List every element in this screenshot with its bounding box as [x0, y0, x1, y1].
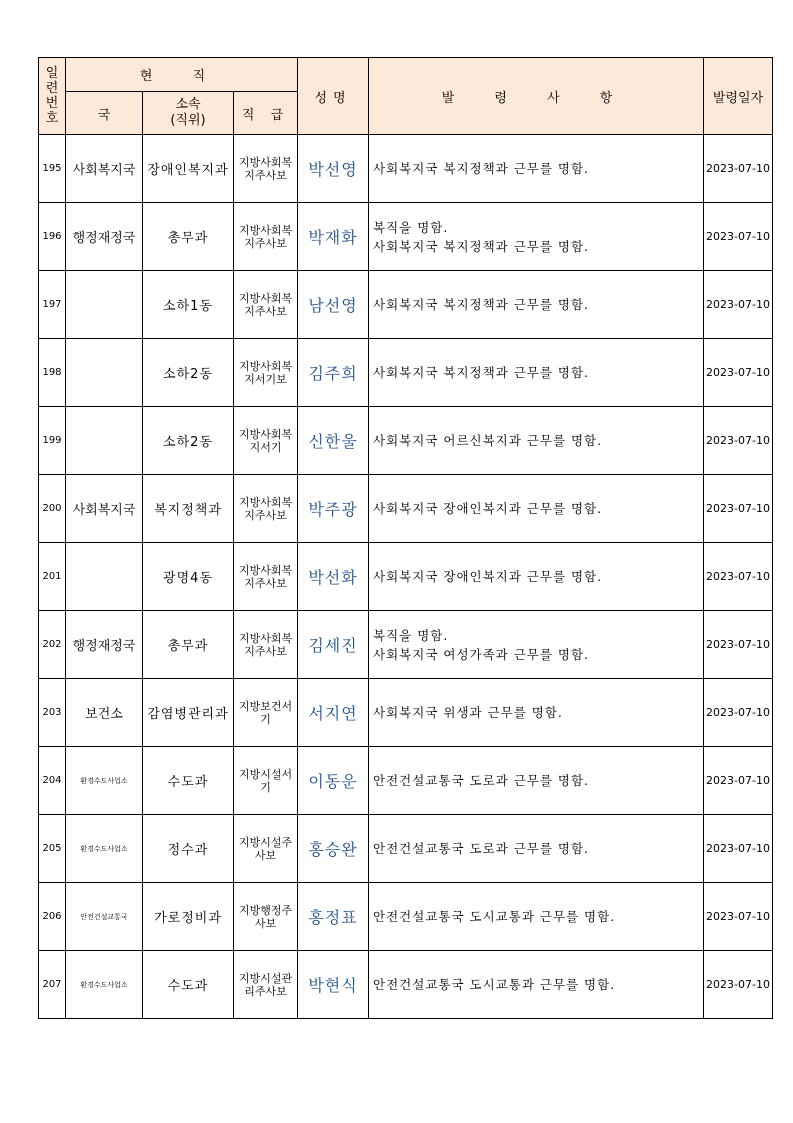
order-cell: [369, 747, 704, 815]
name-cell: 신한울: [298, 407, 369, 475]
serial-char: 련: [45, 81, 59, 96]
grade-line1: 지방사회복: [238, 223, 293, 237]
table-row: [39, 883, 773, 951]
order-line1: 사회복지국 어르신복지과 근무를 명함.: [373, 433, 603, 448]
grade-cell: [234, 271, 298, 339]
affiliation-cell: 총무과: [143, 611, 234, 679]
bureau-cell: 안전건설교통국: [66, 883, 143, 951]
name-cell: 홍승완: [298, 815, 369, 883]
bureau-cell: 행정재정국: [66, 611, 143, 679]
grade-cell: [234, 475, 298, 543]
serial-number-cell: 195: [39, 135, 66, 203]
bureau-cell: 사회복지국: [66, 475, 143, 543]
affiliation-header: [143, 92, 234, 135]
order-line2: 사회복지국 여성가족과 근무를 명함.: [373, 646, 590, 662]
table-row: [39, 203, 773, 271]
grade-line2: 기: [260, 780, 271, 794]
grade-line1: 지방사회복: [238, 359, 293, 373]
affiliation-cell: 광명4동: [143, 543, 234, 611]
grade-line1: 지방시설서: [238, 767, 293, 781]
order-line1: 안전건설교통국 도시교통과 근무를 명함.: [373, 977, 616, 992]
grade-cell: [234, 611, 298, 679]
order-header: 발 령 사 항: [369, 58, 704, 135]
grade-line1: 지방사회복: [238, 563, 293, 577]
grade-cell: [234, 203, 298, 271]
grade-line2: 지서기보: [244, 372, 287, 386]
name-cell: 박재화: [298, 203, 369, 271]
table-row: [39, 407, 773, 475]
affiliation-cell: 총무과: [143, 203, 234, 271]
bureau-cell: 보건소: [66, 679, 143, 747]
order-cell: [369, 543, 704, 611]
grade-cell: [234, 339, 298, 407]
table-body: [39, 135, 773, 1019]
table-row: [39, 747, 773, 815]
grade-line2: 기: [260, 712, 271, 726]
table-row: [39, 339, 773, 407]
serial-number-cell: 204: [39, 747, 66, 815]
table-row: [39, 135, 773, 203]
name-cell: 홍정표: [298, 883, 369, 951]
order-cell: [369, 271, 704, 339]
bureau-cell: 환경수도사업소: [66, 951, 143, 1019]
grade-cell: [234, 407, 298, 475]
serial-number-cell: 199: [39, 407, 66, 475]
grade-header: 직 급: [234, 92, 298, 135]
grade-line2: 리주사보: [244, 984, 287, 998]
bureau-cell: 환경수도사업소: [66, 747, 143, 815]
date-cell: 2023-07-10: [704, 611, 773, 679]
serial-number-header: [39, 58, 66, 135]
name-header: 성명: [298, 58, 369, 135]
order-cell: [369, 339, 704, 407]
date-header: 발령일자: [704, 58, 773, 135]
affiliation-header-line1: 소속: [175, 97, 201, 112]
serial-number-cell: 197: [39, 271, 66, 339]
date-cell: 2023-07-10: [704, 339, 773, 407]
affiliation-cell: 수도과: [143, 951, 234, 1019]
grade-line2: 사보: [254, 848, 277, 862]
grade-line1: 지방사회복: [238, 291, 293, 305]
bureau-cell: 행정재정국: [66, 203, 143, 271]
grade-line1: 지방보건서: [238, 699, 293, 713]
grade-cell: [234, 951, 298, 1019]
grade-cell: [234, 679, 298, 747]
order-line1: 사회복지국 위생과 근무를 명함.: [373, 705, 563, 720]
affiliation-cell: 소하2동: [143, 339, 234, 407]
order-line1: 사회복지국 복지정책과 근무를 명함.: [373, 365, 590, 380]
name-cell: 박현식: [298, 951, 369, 1019]
grade-cell: [234, 135, 298, 203]
order-line1: 안전건설교통국 도로과 근무를 명함.: [373, 773, 590, 788]
serial-char: 호: [45, 111, 59, 126]
date-cell: 2023-07-10: [704, 475, 773, 543]
date-cell: 2023-07-10: [704, 815, 773, 883]
current-post-header: 현 직: [66, 58, 298, 92]
affiliation-cell: 정수과: [143, 815, 234, 883]
table-row: [39, 271, 773, 339]
bureau-cell: 사회복지국: [66, 135, 143, 203]
table-row: [39, 475, 773, 543]
affiliation-cell: 감염병관리과: [143, 679, 234, 747]
order-line1: 사회복지국 장애인복지과 근무를 명함.: [373, 501, 603, 516]
order-line1: 사회복지국 복지정책과 근무를 명함.: [373, 297, 590, 312]
grade-line1: 지방시설주: [238, 835, 293, 849]
date-cell: 2023-07-10: [704, 543, 773, 611]
date-cell: 2023-07-10: [704, 951, 773, 1019]
grade-line2: 지주사보: [244, 304, 287, 318]
affiliation-cell: 복지정책과: [143, 475, 234, 543]
grade-line1: 지방사회복: [238, 495, 293, 509]
serial-char: 번: [45, 96, 59, 111]
serial-number-cell: 198: [39, 339, 66, 407]
name-cell: 김세진: [298, 611, 369, 679]
date-cell: 2023-07-10: [704, 271, 773, 339]
date-cell: 2023-07-10: [704, 747, 773, 815]
grade-line2: 지주사보: [244, 644, 287, 658]
affiliation-cell: 장애인복지과: [143, 135, 234, 203]
bureau-cell: [66, 339, 143, 407]
name-cell: 이동운: [298, 747, 369, 815]
date-cell: 2023-07-10: [704, 203, 773, 271]
order-cell: [369, 203, 704, 271]
grade-line1: 지방사회복: [238, 631, 293, 645]
order-cell: [369, 407, 704, 475]
serial-number-cell: 200: [39, 475, 66, 543]
header-row-top: [39, 58, 773, 92]
order-cell: [369, 611, 704, 679]
grade-line2: 지주사보: [244, 236, 287, 250]
bureau-cell: [66, 543, 143, 611]
table-row: [39, 951, 773, 1019]
order-cell: [369, 135, 704, 203]
name-cell: 박선화: [298, 543, 369, 611]
date-cell: 2023-07-10: [704, 135, 773, 203]
date-cell: 2023-07-10: [704, 883, 773, 951]
order-line1: 복직을 명함.: [373, 627, 449, 643]
order-line2: 사회복지국 복지정책과 근무를 명함.: [373, 238, 590, 254]
order-cell: [369, 815, 704, 883]
serial-number-cell: 201: [39, 543, 66, 611]
grade-cell: [234, 543, 298, 611]
bureau-cell: [66, 407, 143, 475]
grade-cell: [234, 747, 298, 815]
order-cell: [369, 475, 704, 543]
grade-line1: 지방행정주: [238, 903, 293, 917]
serial-number-cell: 196: [39, 203, 66, 271]
affiliation-cell: 소하1동: [143, 271, 234, 339]
bureau-cell: [66, 271, 143, 339]
bureau-header: 국: [66, 92, 143, 135]
grade-line2: 사보: [254, 916, 277, 930]
serial-number-cell: 202: [39, 611, 66, 679]
affiliation-header-line2: (직위): [170, 113, 206, 128]
table-row: [39, 815, 773, 883]
bureau-cell: 환경수도사업소: [66, 815, 143, 883]
table-row: [39, 679, 773, 747]
name-cell: 서지연: [298, 679, 369, 747]
order-line1: 안전건설교통국 도시교통과 근무를 명함.: [373, 909, 616, 924]
affiliation-cell: 가로정비과: [143, 883, 234, 951]
grade-line1: 지방사회복: [238, 427, 293, 441]
serial-number-cell: 205: [39, 815, 66, 883]
affiliation-cell: 소하2동: [143, 407, 234, 475]
name-cell: 박선영: [298, 135, 369, 203]
order-cell: [369, 883, 704, 951]
table-row: [39, 611, 773, 679]
date-cell: 2023-07-10: [704, 679, 773, 747]
order-cell: [369, 679, 704, 747]
grade-line1: 지방시설관: [238, 971, 293, 985]
order-line1: 사회복지국 복지정책과 근무를 명함.: [373, 161, 590, 176]
grade-cell: [234, 815, 298, 883]
order-cell: [369, 951, 704, 1019]
affiliation-cell: 수도과: [143, 747, 234, 815]
name-cell: 김주희: [298, 339, 369, 407]
grade-line2: 지주사보: [244, 168, 287, 182]
serial-char: 일: [45, 66, 59, 81]
date-cell: 2023-07-10: [704, 407, 773, 475]
table-row: [39, 543, 773, 611]
grade-line1: 지방사회복: [238, 155, 293, 169]
serial-number-cell: 207: [39, 951, 66, 1019]
personnel-order-table: [38, 57, 773, 1019]
serial-number-cell: 203: [39, 679, 66, 747]
grade-line2: 지서기: [249, 440, 282, 454]
name-cell: 박주광: [298, 475, 369, 543]
order-line1: 사회복지국 장애인복지과 근무를 명함.: [373, 569, 603, 584]
name-cell: 남선영: [298, 271, 369, 339]
order-line1: 복직을 명함.: [373, 219, 449, 235]
grade-line2: 지주사보: [244, 508, 287, 522]
grade-line2: 지주사보: [244, 576, 287, 590]
serial-number-cell: 206: [39, 883, 66, 951]
order-line1: 안전건설교통국 도로과 근무를 명함.: [373, 841, 590, 856]
grade-cell: [234, 883, 298, 951]
